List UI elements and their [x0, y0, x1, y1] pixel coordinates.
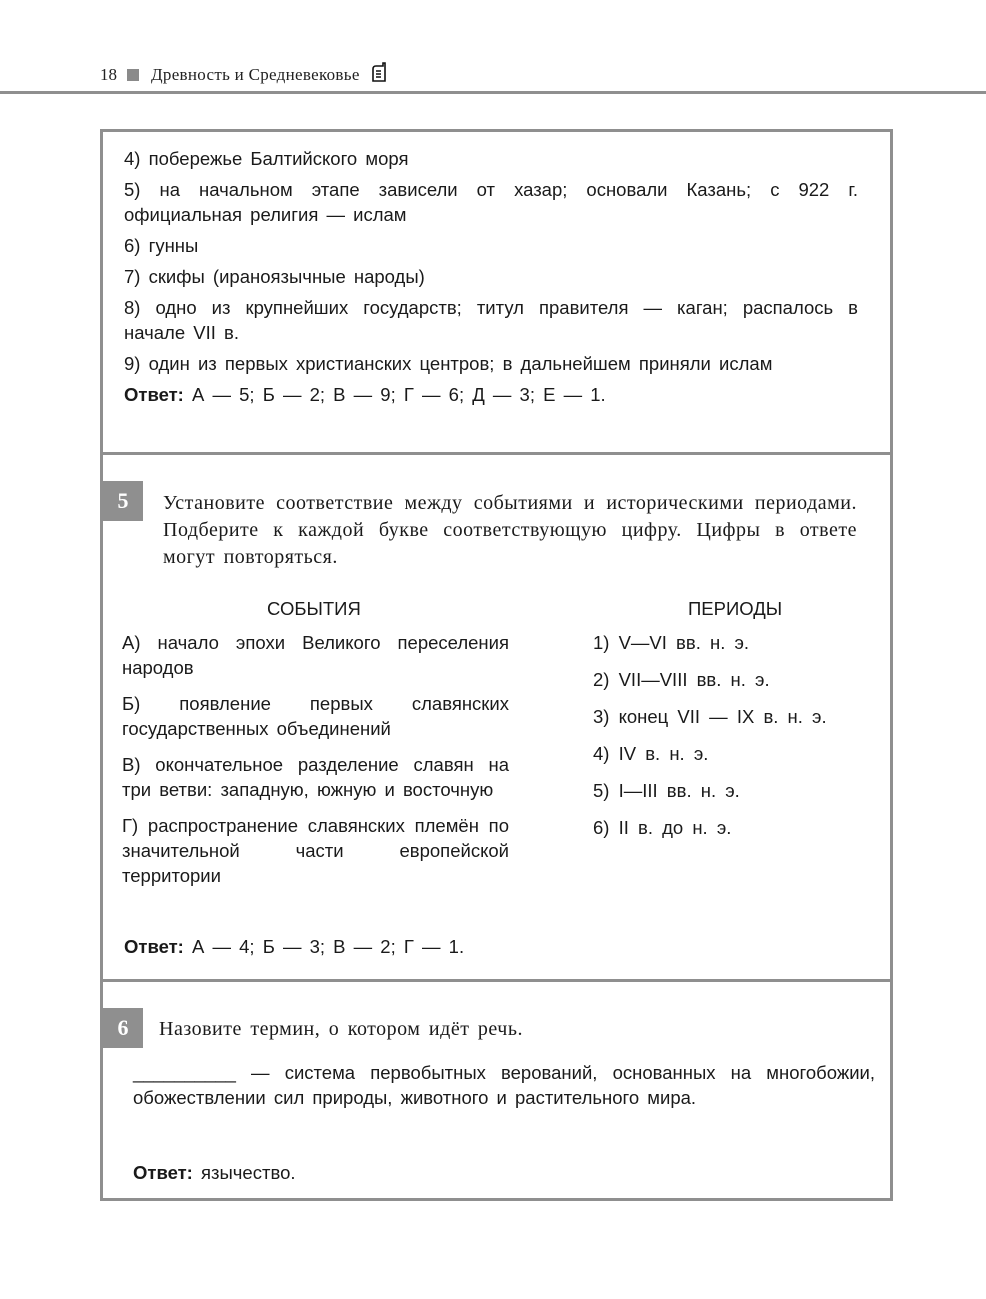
list-item: 8) одно из крупнейших государств; титул правителя — каган; распалось в начале VII в.: [124, 297, 858, 343]
list-item: Б) появление первых славянских государственных объединений: [122, 693, 509, 739]
list-item: 2) VII—VIII вв. н. э.: [593, 669, 770, 690]
answer-label: Ответ:: [124, 384, 184, 405]
list-item: 7) скифы (ираноязычные народы): [124, 266, 425, 287]
events-header: СОБЫТИЯ: [267, 598, 361, 619]
page-number: 18: [100, 65, 117, 84]
task-5: [103, 455, 890, 979]
events-list: [122, 630, 509, 899]
list-item: 3) конец VII — IX в. н. э.: [593, 706, 827, 727]
section-title: Древность и Средневековье: [151, 65, 360, 84]
answer-blank: __________: [133, 1062, 236, 1083]
previous-task-continuation: [124, 146, 858, 407]
running-header: [100, 62, 388, 88]
answer-line: [124, 382, 858, 407]
list-item: А) начало эпохи Великого переселения народов: [122, 632, 509, 678]
scroll-icon: [370, 61, 388, 89]
list-item: 1) V—VI вв. н. э.: [593, 632, 750, 653]
answer-value: А — 5; Б — 2; В — 9; Г — 6; Д — 3; Е — 1.: [192, 384, 606, 405]
task-instruction: Назовите термин, о котором идёт речь.: [159, 1018, 523, 1040]
answer-value: А — 4; Б — 3; В — 2; Г — 1.: [192, 936, 465, 957]
answer-label: Ответ:: [133, 1162, 193, 1183]
list-item: 4) побережье Балтийского моря: [124, 148, 409, 169]
scroll-icon-svg: [370, 61, 388, 83]
header-square-icon: [127, 69, 139, 81]
answer-value: язычество.: [201, 1162, 296, 1183]
answer-label: Ответ:: [124, 936, 184, 957]
list-item: 4) IV в. н. э.: [593, 743, 709, 764]
task-instruction: Установите соответствие между событиями и историческими периодами. Подберите к каждой букве соответствующую цифру. Цифры в ответе могут повторяться.: [163, 492, 857, 568]
header-rule: [0, 91, 986, 94]
list-item: 6) II в. до н. э.: [593, 817, 732, 838]
list-item: Г) распространение славянских племён по значительной части европейской территории: [122, 815, 509, 886]
task-6: [103, 982, 890, 1198]
answer-line: [133, 1160, 296, 1185]
answer-line: [124, 934, 464, 959]
definition-text: [133, 1060, 875, 1110]
periods-header: ПЕРИОДЫ: [688, 598, 783, 619]
definition-body: — система первобытных верований, основанных на многобожии, обожествлении сил природы, животного и растительного мира.: [133, 1062, 876, 1108]
list-item: 6) гунны: [124, 235, 199, 256]
content-frame: [100, 129, 893, 1201]
periods-list: [593, 630, 883, 852]
list-item: 5) I—III вв. н. э.: [593, 780, 740, 801]
task-number-badge: 6: [103, 1008, 143, 1048]
list-item: В) окончательное разделение славян на три ветви: западную, южную и восточную: [122, 754, 509, 800]
list-item: 5) на начальном этапе зависели от хазар; основали Казань; с 922 г. официальная религия — ислам: [124, 179, 858, 225]
task-number-badge: 5: [103, 481, 143, 521]
list-item: 9) один из первых христианских центров; в дальнейшем приняли ислам: [124, 353, 773, 374]
